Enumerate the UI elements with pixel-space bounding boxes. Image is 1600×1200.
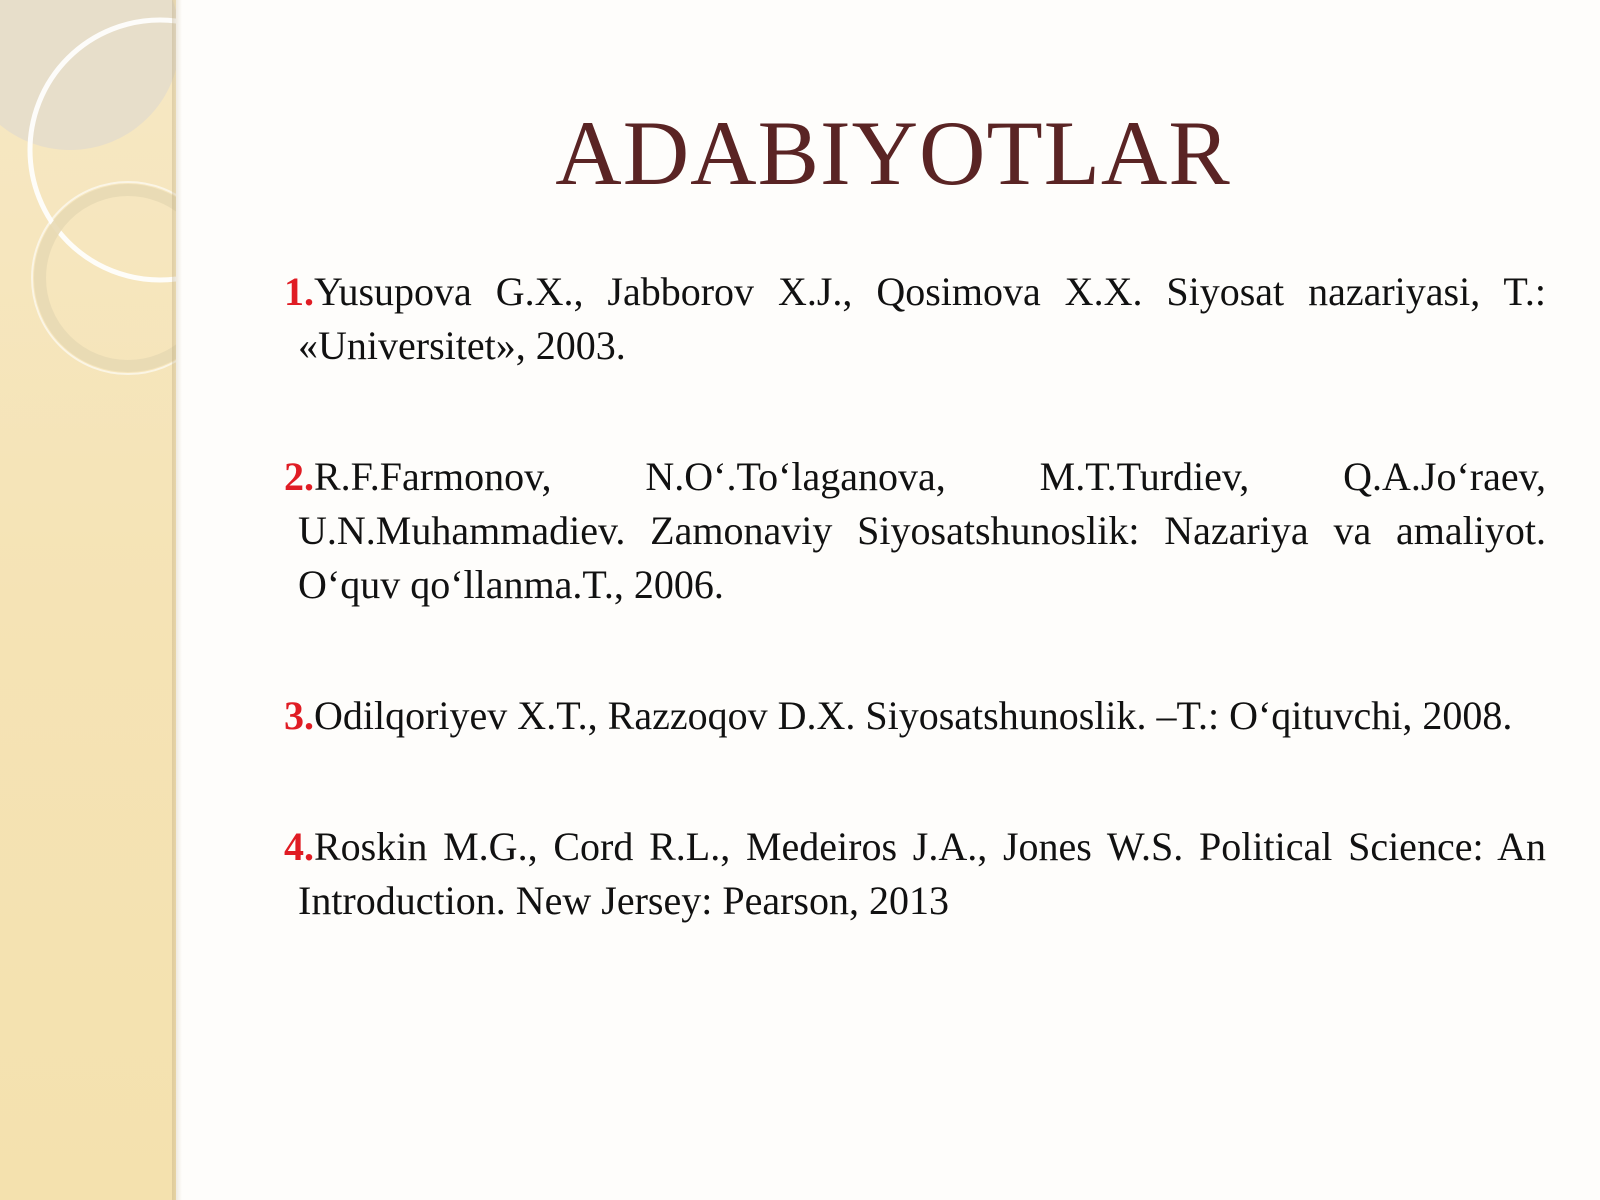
reference-text: Yusupova G.X., Jabborov X.J., Qosimova X.X. Siyosat nazariyasi, T.: «Universitet», 2003. <box>298 269 1546 368</box>
reference-text: R.F.Farmonov, N.O‘.To‘laganova, M.T.Turdiev, Q.A.Jo‘raev, U.N.Muhammadiev. Zamonaviy Siyosatshunoslik: Nazariya va amaliyot. O‘quv qo‘llanma.T., 2006. <box>298 454 1546 607</box>
reference-number: 4. <box>284 824 314 869</box>
reference-item-3 <box>268 689 1546 743</box>
reference-list <box>268 265 1546 1005</box>
slide-title: ADABIYOTLAR <box>555 102 1231 204</box>
reference-number: 1. <box>284 269 314 314</box>
reference-text: Odilqoriyev X.T., Razzoqov D.X. Siyosatshunoslik. –T.: O‘qituvchi, 2008. <box>314 693 1513 738</box>
reference-number: 3. <box>284 693 314 738</box>
decorative-sidebar <box>0 0 176 1200</box>
reference-text: Roskin M.G., Cord R.L., Medeiros J.A., Jones W.S. Political Science: An Introduction. New Jersey: Pearson, 2013 <box>298 824 1546 923</box>
reference-item-4 <box>268 820 1546 928</box>
reference-number: 2. <box>284 454 314 499</box>
reference-item-2 <box>268 450 1546 612</box>
reference-item-1 <box>268 265 1546 373</box>
decorative-rings <box>0 0 176 1200</box>
